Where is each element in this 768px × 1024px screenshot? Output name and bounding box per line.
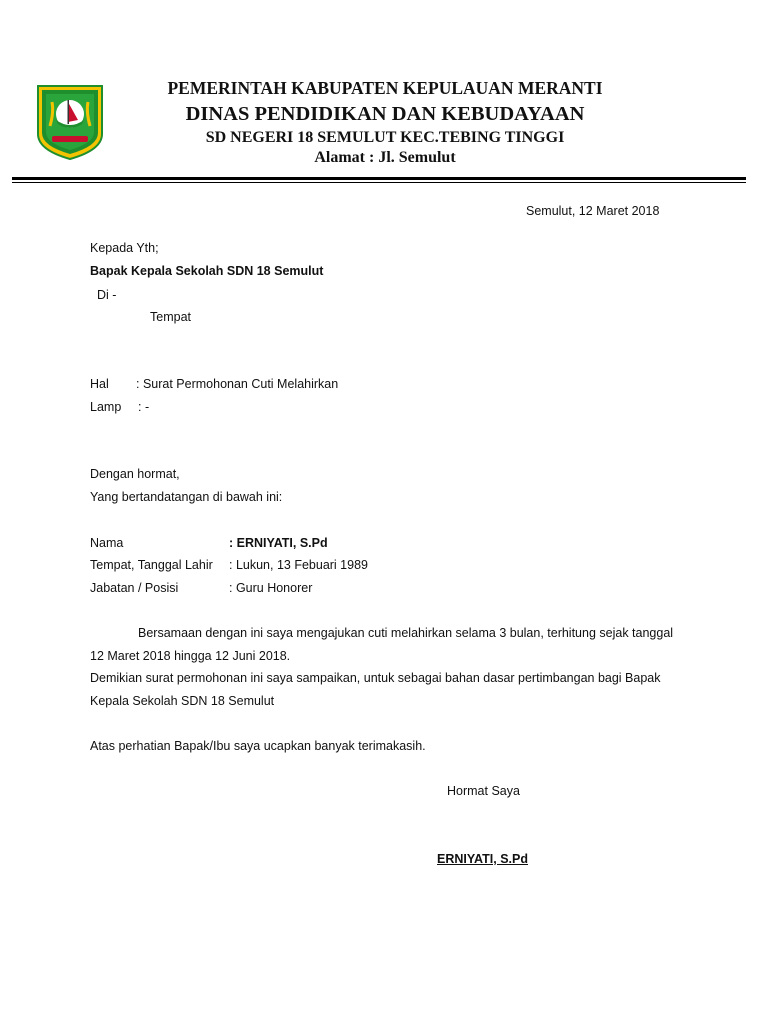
identity-label-position: Jabatan / Posisi [90,581,179,595]
intro-line: Yang bertandatangan di bawah ini: [90,490,283,504]
identity-label-birth: Tempat, Tanggal Lahir [90,558,213,572]
subject-hal-value: : Surat Permohonan Cuti Melahirkan [136,377,339,391]
place-date: Semulut, 12 Maret 2018 [526,204,660,218]
identity-label-name: Nama [90,536,124,550]
recipient-di: Di - [97,288,117,302]
recipient-place: Tempat [150,310,191,324]
letterhead-divider-thick [12,177,746,180]
recipient-greeting: Kepada Yth; [90,241,159,255]
signature-name: ERNIYATI, S.Pd [437,852,528,866]
letterhead-address: Alamat : Jl. Semulut [314,149,456,166]
letterhead-department: DINAS PENDIDIKAN DAN KEBUDAYAAN [185,103,585,125]
closing-thanks: Atas perhatian Bapak/Ibu saya ucapkan banyak terimakasih. [90,739,426,753]
body-line-1: Bersamaan dengan ini saya mengajukan cuti melahirkan selama 3 bulan, terhitung sejak tanggal [138,626,674,640]
body-line-3: Demikian surat permohonan ini saya sampaikan, untuk sebagai bahan dasar pertimbangan bagi Bapak [90,671,661,685]
letterhead-divider-thin [12,182,746,183]
subject-lamp-value: : - [138,400,150,414]
closing-regards: Hormat Saya [447,784,520,798]
opening-salutation: Dengan hormat, [90,467,180,481]
recipient-name: Bapak Kepala Sekolah SDN 18 Semulut [90,264,324,278]
body-line-4: Kepala Sekolah SDN 18 Semulut [90,694,275,708]
body-line-2: 12 Maret 2018 hingga 12 Juni 2018. [90,649,291,663]
subject-hal-label: Hal [90,377,109,391]
regency-emblem-logo [34,82,106,162]
identity-value-birth: : Lukun, 13 Febuari 1989 [229,558,368,572]
identity-value-name: : ERNIYATI, S.Pd [229,536,328,550]
letterhead-government: PEMERINTAH KABUPATEN KEPULAUAN MERANTI [167,78,603,98]
identity-value-position: : Guru Honorer [229,581,313,595]
letterhead-school: SD NEGERI 18 SEMULUT KEC.TEBING TINGGI [205,129,565,146]
subject-lamp-label: Lamp [90,400,122,414]
